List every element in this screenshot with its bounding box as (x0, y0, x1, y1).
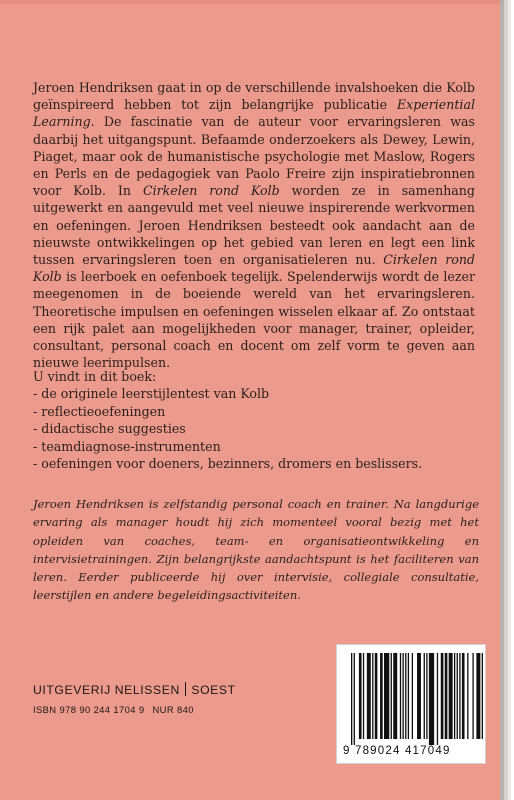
publisher-line (33, 682, 236, 697)
barcode-bar (372, 653, 373, 739)
barcode-bar (454, 653, 455, 739)
title-experiential-learning: Experiential Learning (33, 97, 475, 130)
barcode-bar (408, 653, 409, 739)
nur-code: NUR 840 (152, 704, 194, 715)
barcode-bar (449, 653, 453, 739)
barcode-area (336, 644, 486, 764)
barcode-bar (459, 653, 460, 739)
barcode-bar (384, 653, 389, 739)
barcode-bar (405, 653, 406, 739)
barcode-bar (391, 653, 392, 739)
barcode-bar (363, 653, 364, 739)
barcode-bar (482, 653, 483, 739)
barcode-bar (429, 653, 434, 745)
barcode-bar (367, 653, 371, 739)
barcode-bar (351, 653, 352, 745)
barcode-bar (457, 653, 458, 739)
description-paragraph (33, 79, 475, 371)
barcode-bar (402, 653, 403, 739)
list-item: - teamdiagnose-instrumenten (33, 438, 475, 455)
description-text-2: . De fascinatie van de auteur voor ervaringsleren was daarbij het uitgangspunt. Befaamde onderzoekers als Dewey, Lewin, Piaget, maar ook de humanistische psychologie met Maslow, Rogers en Perls en de pedagogiek van Paolo Freire zijn inspiratiebronnen voor Kolb. In (33, 114, 475, 199)
list-item: - reflectieoefeningen (33, 403, 475, 420)
isbn-line (33, 704, 194, 715)
barcode-bar (426, 653, 427, 739)
description-text-3: worden ze in samenhang uitgewerkt en aangevuld met veel nieuwe inspirerende werkvormen en oefeningen. Jeroen Hendriksen besteedt ook aandacht aan de nieuwste ontwikkelingen op het gebied van leren en legt een link tussen ervaringsleren toen en organisatieleren nu. (33, 183, 475, 268)
barcode-digits: 9 789024 417049 (343, 745, 451, 757)
book-title-ref-2: Cirkelen rond Kolb (33, 252, 475, 285)
barcode-bar (354, 653, 355, 745)
barcode-bar (380, 653, 383, 739)
author-bio: Jeroen Hendriksen is zelfstandig personal coach en trainer. Na langdurige ervaring als manager houdt hij zich momenteel vooral bezig met het opleiden van coaches, team- en organisatieontwikkeling en intervisietrainingen. Zijn belangrijkste aandachtspunt is het faciliteren van leren. Eerder publiceerde hij over intervisie, collegiale consultatie, leerstijlen en andere begeleidingsactiviteiten. (33, 497, 479, 603)
barcode-bar (462, 653, 465, 739)
barcode-bar (424, 653, 425, 739)
contents-list (33, 385, 475, 472)
isbn-number: ISBN 978 90 244 1704 9 (33, 704, 145, 715)
barcode-bar (417, 653, 421, 739)
barcode-bar (393, 653, 397, 739)
list-item: - de originele leerstijlentest van Kolb (33, 385, 475, 402)
publisher-divider (185, 682, 187, 696)
barcode-bar (467, 653, 468, 739)
barcode-bar (472, 653, 473, 739)
contents-list-block (33, 368, 475, 472)
barcode-bar (437, 653, 438, 745)
cover-top-edge (0, 0, 500, 4)
barcode-icon (337, 645, 485, 745)
barcode-bar (476, 653, 480, 739)
barcode-bar (400, 653, 401, 739)
description-text-4: is leerboek en oefenboek tegelijk. Spelenderwijs wordt de lezer meegenomen in de boeiende wereld van het ervaringsleren. Theoretische impulsen en oefeningen wisselen elkaar af. Zo ontstaat een rijk palet aan mogelijkheden voor manager, trainer, opleider, consultant, personal coach en docent om zelf vorm te geven aan nieuwe leerimpulsen. (33, 269, 475, 371)
contents-intro: U vindt in dit boek: (33, 369, 157, 384)
barcode-bar (412, 653, 413, 739)
barcode-bar (359, 653, 362, 739)
barcode-bar (441, 653, 444, 739)
publisher-name: UITGEVERIJ NELISSEN (33, 683, 180, 697)
book-title-ref-1: Cirkelen rond Kolb (142, 183, 280, 199)
description-text-1: Jeroen Hendriksen gaat in op de verschillende invalshoeken die Kolb geïnspireerd hebben tot zijn belangrijke publicatie (33, 80, 475, 113)
barcode-bar (375, 653, 378, 739)
list-item: - didactische suggesties (33, 420, 475, 437)
list-item: - oefeningen voor doeners, bezinners, dromers en beslissers. (33, 455, 475, 472)
publisher-city: SOEST (191, 683, 236, 697)
barcode-bar (445, 653, 448, 739)
